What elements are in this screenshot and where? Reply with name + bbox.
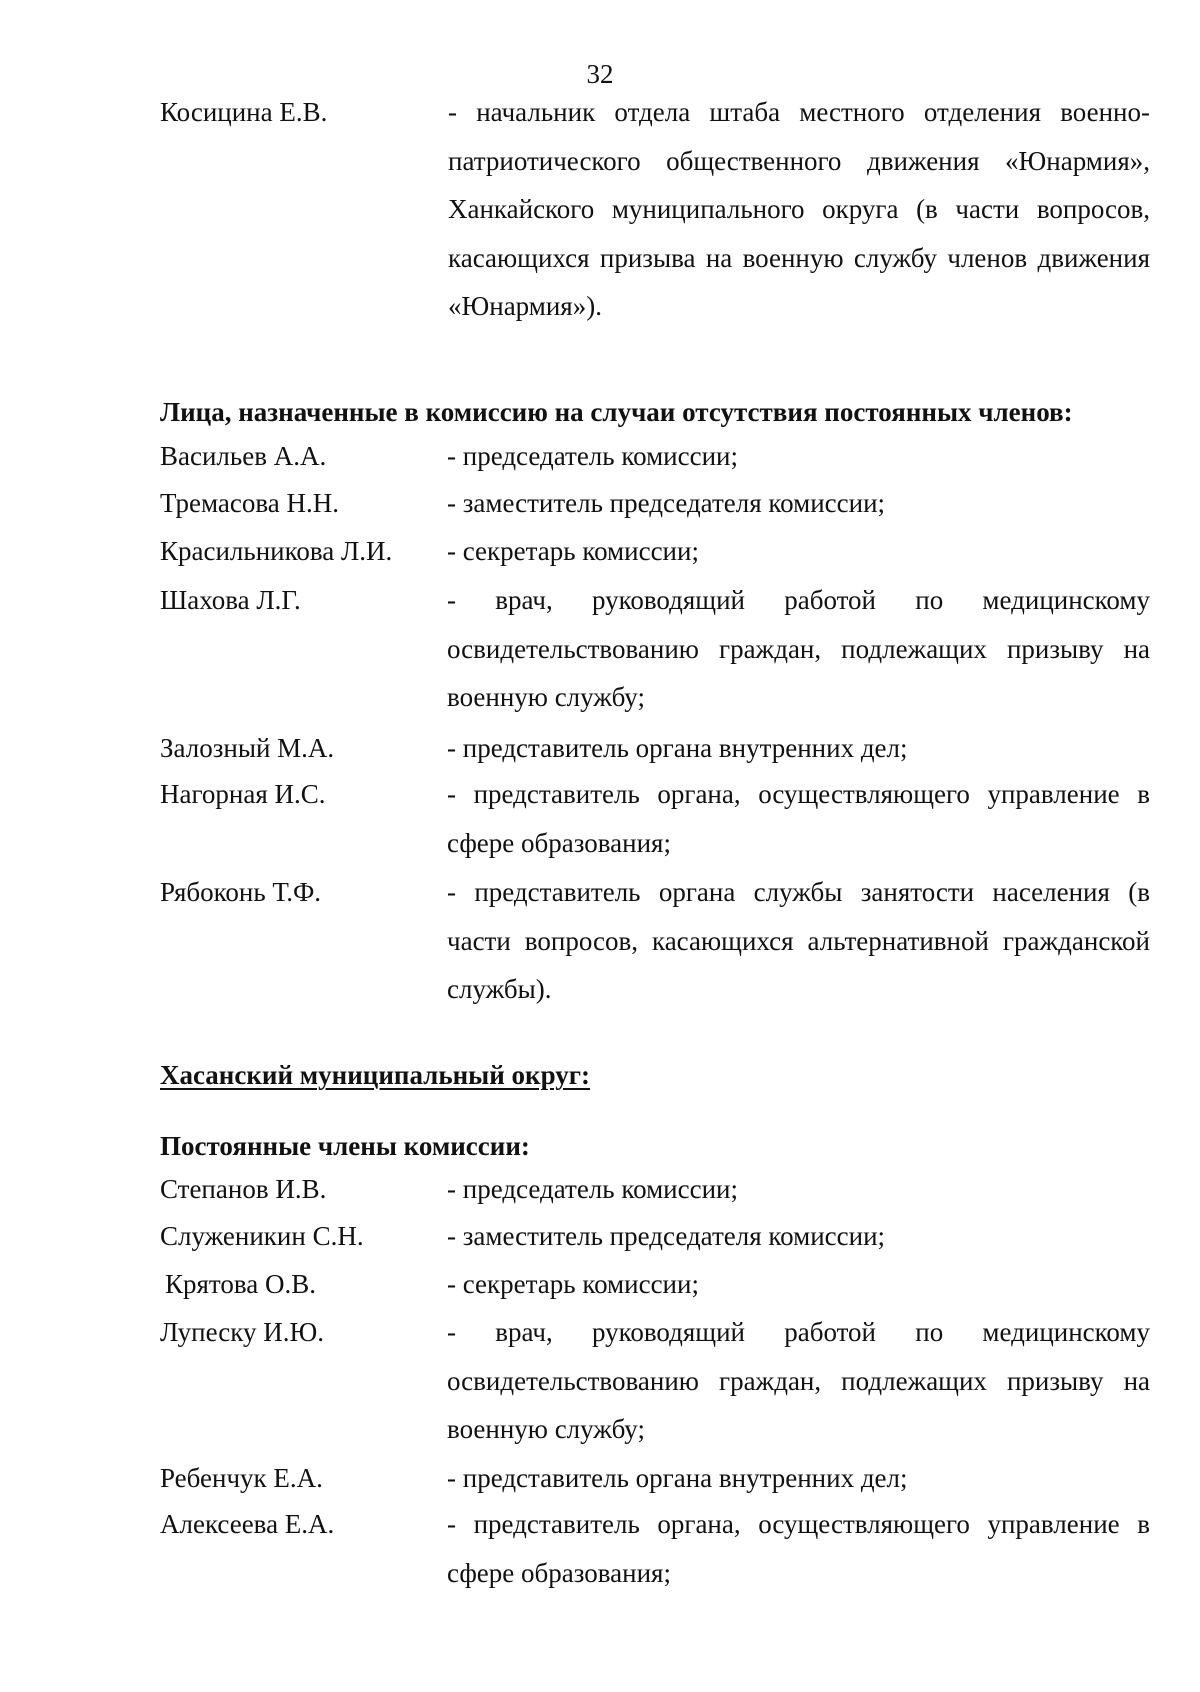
member-name: Красильникова Л.И. (160, 536, 393, 566)
district-title: Хасанский муниципальный округ: (160, 1060, 591, 1090)
member-description: - председатель комиссии; (447, 441, 738, 471)
page-number: 32 (586, 59, 614, 89)
member-name: Васильев А.А. (160, 441, 327, 471)
member-description: - представитель органа внутренних дел; (447, 1463, 908, 1493)
member-name: Тремасова Н.Н. (160, 488, 339, 518)
member-description: - заместитель председателя комиссии; (447, 1221, 886, 1251)
permanent-members-heading: Постоянные члены комиссии: (160, 1131, 530, 1161)
member-name: Крятова О.В. (165, 1269, 317, 1299)
member-name: Рябоконь Т.Ф. (160, 877, 322, 907)
member-name: Нагорная И.С. (160, 779, 326, 809)
member-name: Залозный М.А. (160, 733, 335, 763)
member-name: Степанов И.В. (160, 1174, 327, 1204)
member-name: Ребенчук Е.А. (160, 1463, 323, 1493)
member-name: Лупеску И.Ю. (160, 1317, 324, 1347)
member-description: - председатель комиссии; (447, 1174, 738, 1204)
member-description: - представитель органа, осуществляющего управление в сфере образования; (447, 779, 1150, 858)
member-description: - секретарь комиссии; (447, 536, 699, 566)
member-description: - секретарь комиссии; (447, 1269, 699, 1299)
member-name: Шахова Л.Г. (160, 585, 301, 615)
member-description: - начальник отдела штаба местного отделения военно-патриотического общественного движения «Юнармия», Ханкайского муниципального округа (в части вопросов, касающихся призыва на военную службу членов движения «Юнармия»). (448, 97, 1150, 321)
member-description: - врач, руководящий работой по медицинскому освидетельствованию граждан, подлежащих призыву на военную службу; (447, 585, 1150, 712)
member-description: - заместитель председателя комиссии; (447, 488, 886, 518)
substitute-section-heading: Лица, назначенные в комиссию на случаи отсутствия постоянных членов: (160, 397, 1073, 427)
member-description: - представитель органа службы занятости населения (в части вопросов, касающихся альтернативной гражданской службы). (447, 877, 1150, 1004)
member-description: - врач, руководящий работой по медицинскому освидетельствованию граждан, подлежащих призыву на военную службу; (447, 1317, 1150, 1444)
member-description: - представитель органа внутренних дел; (447, 733, 908, 763)
member-description: - представитель органа, осуществляющего управление в сфере образования; (447, 1509, 1150, 1588)
member-name: Служеникин С.Н. (160, 1221, 364, 1251)
member-name: Алексеева Е.А. (160, 1509, 335, 1539)
member-name: Косицина Е.В. (160, 97, 328, 127)
